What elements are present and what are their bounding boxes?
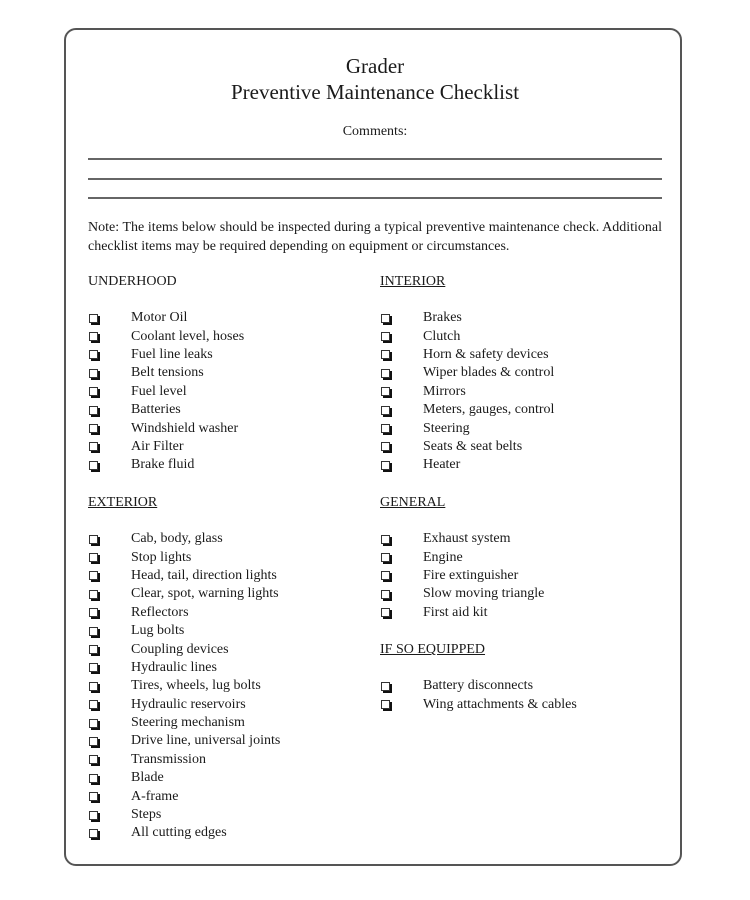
checklist-item xyxy=(88,824,280,842)
exterior-list xyxy=(88,530,280,843)
section-heading-if-so-equipped: IF SO EQUIPPED xyxy=(380,642,486,657)
checkbox-icon[interactable] xyxy=(89,571,98,580)
checklist-item xyxy=(380,456,554,474)
checklist-item xyxy=(88,787,280,805)
section-heading-underhood: UNDERHOOD xyxy=(88,274,177,289)
checkbox-icon[interactable] xyxy=(381,424,390,433)
checklist-item-label: Hydraulic lines xyxy=(131,659,217,675)
checkbox-icon[interactable] xyxy=(381,682,390,691)
checklist-item-label: Meters, gauges, control xyxy=(423,402,555,418)
checkbox-icon[interactable] xyxy=(89,663,98,672)
checklist-item xyxy=(88,419,244,437)
checklist-item-label: Stop lights xyxy=(131,549,192,565)
checklist-item-label: Head, tail, direction lights xyxy=(131,567,277,583)
checkbox-icon[interactable] xyxy=(89,461,98,470)
checklist-item xyxy=(88,548,280,566)
checklist-item xyxy=(380,530,544,548)
section-heading-exterior: EXTERIOR xyxy=(88,495,158,510)
checklist-item-label: Coolant level, hoses xyxy=(131,328,245,344)
checklist-item-label: Belt tensions xyxy=(131,365,204,381)
checklist-item-label: Fire extinguisher xyxy=(423,567,519,583)
checkbox-icon[interactable] xyxy=(381,314,390,323)
checklist-item xyxy=(88,677,280,695)
comment-line-3[interactable] xyxy=(88,197,662,199)
checkbox-icon[interactable] xyxy=(89,682,98,691)
checklist-item-label: Clear, spot, warning lights xyxy=(131,586,279,602)
checklist-item-label: Brake fluid xyxy=(131,457,195,473)
checklist-item xyxy=(380,327,554,345)
underhood-list xyxy=(88,309,244,475)
checkbox-icon[interactable] xyxy=(381,387,390,396)
checklist-item-label: Motor Oil xyxy=(131,310,188,326)
checklist-item xyxy=(380,677,577,695)
checklist-item xyxy=(88,585,280,603)
checklist-item xyxy=(380,585,544,603)
checklist-item xyxy=(380,438,554,456)
checkbox-icon[interactable] xyxy=(89,645,98,654)
checklist-item xyxy=(88,806,280,824)
checklist-item-label: Brakes xyxy=(423,310,462,326)
checkbox-icon[interactable] xyxy=(89,590,98,599)
comments-label: Comments: xyxy=(342,124,408,139)
checklist-item-label: Coupling devices xyxy=(131,641,229,657)
checkbox-icon[interactable] xyxy=(381,571,390,580)
checkbox-icon[interactable] xyxy=(381,590,390,599)
checkbox-icon[interactable] xyxy=(381,535,390,544)
checklist-item-label: Transmission xyxy=(131,751,206,767)
checklist-item xyxy=(88,769,280,787)
checkbox-icon[interactable] xyxy=(381,406,390,415)
checklist-item xyxy=(380,401,554,419)
comment-line-1[interactable] xyxy=(88,158,662,160)
checklist-item xyxy=(88,309,244,327)
checklist-item xyxy=(88,456,244,474)
checkbox-icon[interactable] xyxy=(89,442,98,451)
if-so-equipped-list xyxy=(380,677,577,714)
checklist-item xyxy=(88,732,280,750)
checkbox-icon[interactable] xyxy=(89,774,98,783)
checklist-item xyxy=(380,383,554,401)
checklist-item xyxy=(380,309,554,327)
checklist-item xyxy=(380,695,577,713)
checklist-item-label: Hydraulic reservoirs xyxy=(131,696,246,712)
checkbox-icon[interactable] xyxy=(89,314,98,323)
checkbox-icon[interactable] xyxy=(381,442,390,451)
checklist-item-label: Fuel level xyxy=(131,383,187,399)
checklist-item-label: Steering mechanism xyxy=(131,715,245,731)
checkbox-icon[interactable] xyxy=(89,700,98,709)
checkbox-icon[interactable] xyxy=(89,719,98,728)
checkbox-icon[interactable] xyxy=(89,387,98,396)
checklist-item-label: Heater xyxy=(423,457,461,473)
checklist-item xyxy=(88,751,280,769)
checklist-item-label: Drive line, universal joints xyxy=(131,733,281,749)
checkbox-icon[interactable] xyxy=(381,350,390,359)
checklist-item-label: Steps xyxy=(131,807,162,823)
checklist-item xyxy=(88,714,280,732)
checklist-item-label: Horn & safety devices xyxy=(423,346,549,362)
checkbox-icon[interactable] xyxy=(89,737,98,746)
checklist-item-label: Lug bolts xyxy=(131,623,185,639)
checklist-item-label: Cab, body, glass xyxy=(131,531,223,547)
checklist-item xyxy=(88,659,280,677)
checklist-item xyxy=(88,346,244,364)
checkbox-icon[interactable] xyxy=(89,406,98,415)
checklist-item-label: Batteries xyxy=(131,402,181,418)
checklist-item-label: Blade xyxy=(131,770,164,786)
document-subtitle: Preventive Maintenance Checklist xyxy=(230,80,520,104)
checkbox-icon[interactable] xyxy=(89,811,98,820)
checklist-item xyxy=(88,640,280,658)
checklist-item-label: Windshield washer xyxy=(131,420,239,436)
checklist-item-label: Battery disconnects xyxy=(423,678,534,694)
checklist-item xyxy=(380,567,544,585)
comment-line-2[interactable] xyxy=(88,178,662,180)
section-heading-general: GENERAL xyxy=(380,495,446,510)
checklist-item xyxy=(88,696,280,714)
checklist-item-label: Engine xyxy=(423,549,463,565)
checklist-item xyxy=(88,622,280,640)
checkbox-icon[interactable] xyxy=(89,608,98,617)
section-heading-interior: INTERIOR xyxy=(380,274,446,289)
checklist-item xyxy=(380,346,554,364)
checklist-item-label: First aid kit xyxy=(423,604,488,620)
checklist-item xyxy=(380,548,544,566)
checklist-item-label: Tires, wheels, lug bolts xyxy=(131,678,261,694)
inspection-note: Note: The items below should be inspected during a typical preventive maintenance check. Additional checklist items may be required depending on equipment or circumstances. xyxy=(88,220,662,254)
checkbox-icon[interactable] xyxy=(89,535,98,544)
checkbox-icon[interactable] xyxy=(89,829,98,838)
checklist-item xyxy=(88,383,244,401)
checklist-item xyxy=(380,604,544,622)
checklist-item xyxy=(88,364,244,382)
checklist-item-label: A-frame xyxy=(131,788,179,804)
checklist-item xyxy=(380,419,554,437)
general-list xyxy=(380,530,544,622)
checklist-item xyxy=(88,567,280,585)
checkbox-icon[interactable] xyxy=(89,755,98,764)
interior-list xyxy=(380,309,554,475)
checklist-item-label: Clutch xyxy=(423,328,461,344)
checklist-item xyxy=(88,438,244,456)
checklist-item xyxy=(88,604,280,622)
checklist-item xyxy=(88,401,244,419)
checkbox-icon[interactable] xyxy=(89,553,98,562)
checklist-item xyxy=(88,327,244,345)
checklist-item xyxy=(88,530,280,548)
checklist-item-label: Slow moving triangle xyxy=(423,586,545,602)
checklist-item xyxy=(380,364,554,382)
checkbox-icon[interactable] xyxy=(381,608,390,617)
checklist-item-label: Air Filter xyxy=(131,438,184,454)
checkbox-icon[interactable] xyxy=(89,792,98,801)
checkbox-icon[interactable] xyxy=(89,424,98,433)
checklist-item-label: Wiper blades & control xyxy=(423,365,555,381)
checkbox-icon[interactable] xyxy=(381,461,390,470)
checklist-item-label: Reflectors xyxy=(131,604,189,620)
checklist-item-label: Mirrors xyxy=(423,383,466,399)
checkbox-icon[interactable] xyxy=(89,350,98,359)
checklist-item-label: Wing attachments & cables xyxy=(423,696,577,712)
checklist-item-label: Exhaust system xyxy=(423,531,511,547)
checkbox-icon[interactable] xyxy=(381,553,390,562)
checkbox-icon[interactable] xyxy=(381,332,390,341)
checklist-item-label: Steering xyxy=(423,420,470,436)
checkbox-icon[interactable] xyxy=(89,369,98,378)
checklist-item-label: All cutting edges xyxy=(131,825,227,841)
checkbox-icon[interactable] xyxy=(89,627,98,636)
checklist-item-label: Seats & seat belts xyxy=(423,438,523,454)
checklist-item-label: Fuel line leaks xyxy=(131,346,213,362)
checkbox-icon[interactable] xyxy=(89,332,98,341)
checkbox-icon[interactable] xyxy=(381,700,390,709)
checkbox-icon[interactable] xyxy=(381,369,390,378)
document-title: Grader xyxy=(345,54,405,78)
